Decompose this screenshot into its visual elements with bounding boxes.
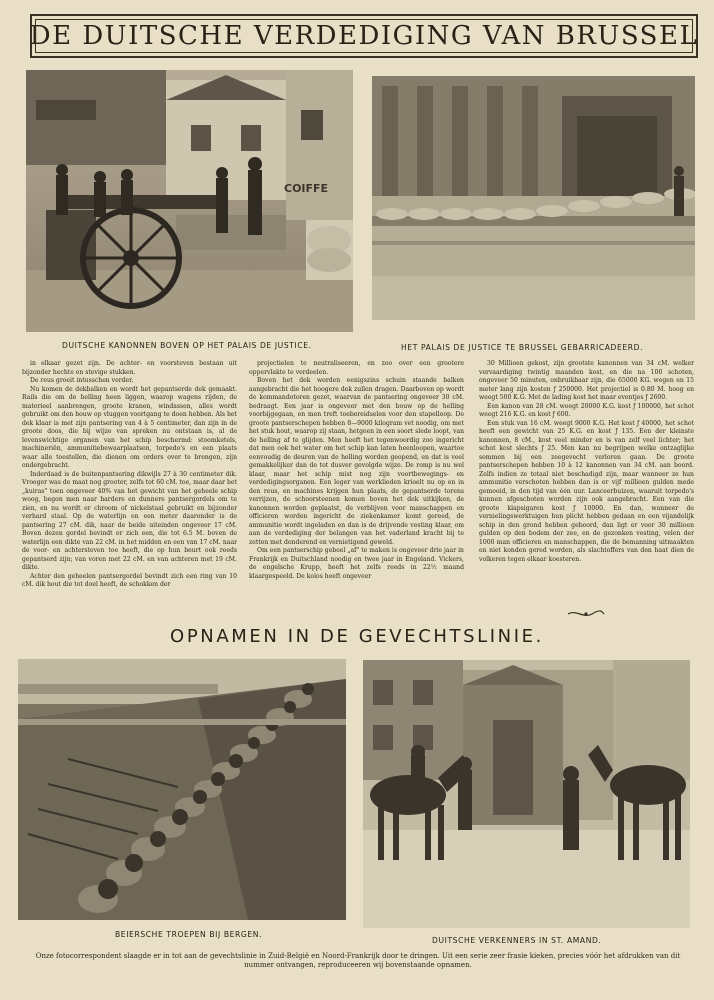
caption-palais-de-justice: HET PALAIS DE JUSTICE TE BRUSSEL GEBARRICADEERD.: [401, 343, 644, 352]
caption-german-cannons: DUITSCHE KANONNEN BOVEN OP HET PALAIS DE JUSTICE.: [62, 341, 312, 350]
section-heading: OPNAMEN IN DE GEVECHTSLINIE.: [170, 626, 544, 647]
article-paragraph: Nu komen de dekbalken en wordt het gepantserde dek gemaakt. Rails die om de helling heen liggen, waarop wagens rijden, de materieel aanbrengen, groote kranen, windassen, alles wordt gebruikt om den bouw op vluggen voortgang te doen hebben. Als het dek klaar is met zijn pantsering van 4 à 5 centimeter, dan zijn in de groote doos, die bij wijze van spreken nu ontstaan is, al de levenswichtige organen van het schip beschermd: stoomketels, machineriën, ammunitiebewaarplaatsen, torpedo's en een plaats waar alle toestellen, die dienen om orders over te brengen, zijn ondergebracht.: [22, 385, 237, 469]
photo-bavarian-troops: [18, 659, 346, 920]
article-paragraph: Inderdaad is de buitenpantsering dikwijls 27 à 30 centimeter dik. Vroeger was de maat nog grooter, zelfs tot 60 cM. toe, maar daar het „kuiras" toen ongeveer 40% van het gewicht van het geheele schip woog, begon men naar hardere en dunnere pantsergordels om te zien, en nu wordt er chroom of nickelstaal gebruikt en bijzonder verhard staal. Op de waterlijn en een meter daaronder is de pantsering 27 cM. dik, naar de beide uiteinden ongeveer 17 cM. Boven dezen gordel bevindt er zich een, die tot 6.5 M. boven de waterlijn een dikte van 22 cM. in het midden en een van 17 cM. naar de voor- en achtersteven toe heeft, die op hun beurt ook reeds gepantserd zijn; van voren met 22 cM. en van achteren met 19 cM. dikte.: [22, 470, 237, 571]
article-paragraph: Een kanon van 28 cM. weegt 20000 K.G. kost ƒ 100000, het schot weegt 216 K.G. en kost ƒ 600.: [479, 402, 694, 418]
article-column-3: [479, 360, 694, 622]
article-paragraph: 30 Millioen gekost, zijn grootste kanonnen van 34 cM. welker vervaardiging twintig maanden kost, en die na 100 schoten, ongeveer 50 minuten, onbruikbaar zijn, die 65000 KG. wegen en 15 meter lang zijn kosten ƒ 250000. Het projectiel is 0.80 M. hoog en weegt 500 K.G. Met de lading kost het maar eventjes ƒ 2600.: [479, 360, 694, 401]
caption-bavarian-troops: BEIERSCHE TROEPEN BIJ BERGEN.: [115, 930, 263, 939]
photo-footnote: Onze fotocorrespondent slaagde er in tot aan de gevechtslinie in Zuid-België en Noord-Frankrijk door te dringen. Uit een serie zeer frasie kieken, precies vóór het afdrukken van dit nummer ontvangen, reproduceeren wij bovenstaande opnamen.: [35, 952, 681, 969]
article-column-1: [22, 360, 237, 622]
title-frame: [30, 14, 698, 58]
photo-palais-de-justice: [372, 76, 695, 320]
article-paragraph: Achter den geheelen pantsergordel bevindt zich een ring van 10 cM. dik hout die tot doel heeft, de schokken der: [22, 572, 237, 588]
article-paragraph: Om een pantserschip gebeel „af" te maken is ongeveer drie jaar in Frankrijk en Duitschland noodig en twee jaar in Engeland. Vickers, de engelsche Krupp, heeft het zelfs reeds in 22½ maand klaargespeeld. De kolos heeft ongeveer: [249, 547, 464, 580]
article-column-2: [249, 360, 464, 622]
article-paragraph: Een stuk van 16 cM. weegt 9000 K.G. Het kost ƒ 40000, het schot heeft een gewicht van 25 K.G. en kost ƒ 135. Een der kleinste kanonnen, 8 cM., kost veel minder en is van zelf veel lichter; het schot kost slechts ƒ 25. Men kan nu begrijpen welke ontzaglijke sommen bij een zeegevecht verloren gaan. De groote pantserschepen hebben 10 à 12 kanonnen van 34 cM. aan boord. Zelfs indien ze totaal niet beschadigd zijn, maar wanneer ze hun ammunitie verschoten hebben dan is er vijf millioen gulden mede gemoeid, in den tijd van één uur. Lancеerbuizen, waaruit torpedo's kunnen afgeschoten worden zijn ook aangebracht. Een van die groote klapsigaren kost ƒ 10000. En dan, wanneer de vernielingswerktuigen hun plicht hebben gedaan en een vijandelijk schip in den grond hebben geboord, dan ligt er voor 30 millioen gulden op den bodem der zee, en de gezonken vesting, velen der 1000 man officieren en manschappen, die de bemanning uitmaakten en niet konden gered worden, als slachtoffers van den haat dien de volkeren tegen elkaar koesteren.: [479, 419, 694, 563]
article-paragraph: projectielen te neutraliseeren, en zoo over een grootere oppervlakte te verdeelen.: [249, 360, 464, 376]
photo-german-scouts: [363, 660, 690, 928]
caption-german-scouts: DUITSCHE VERKENNERS IN ST. AMAND.: [432, 936, 602, 945]
article-paragraph: Boven het dek worden eenigszins schuin staande balken aangebracht die het hoogere dek zullen dragen. Daarboven op wordt de kommandotoren gezet, waarvan de pantsering ongeveer 30 cM. bedraagt. Een jaar is ongeveer met den bouw op de helling voorbijgegaan, en men treft toebereidselen voor den stapelloop. De groote pantserschepen hebben 8—9000 kilogram vet noodig, om met het stuk hout, waarop zij staan, hetgeen in een soort slede loopt, van de helling af te glijden. Men heeft het tegenwoordig zoo ingericht dat men ook het water om het schip kan laten heenloopen, waartoe eenvoudig de deuren van de helling worden geopend, en dat is veel gemakkelijker dan de tot dusver gevolgde wijze. De romp is nu wel klaar, maar het schip mist nog zijn voortbewegings- en verdedigingsorganen. Een leger van werklieden krioelt nu op en in den reus, en machines krijgen hun plaats, de gepantserde torens verrijzen, de schoorsteenen komen boven het dek uitkijken, de kanonnen worden geplaatst, de verblijven voor manschappen en officieren worden ingericht de ziekenkamer komt gereed, de ammunitie wordt ingeladen en dan is de drijvende vesting klaar, om aan de verdediging der belangen van het vaderland kracht bij te zetten met donderend en vernietigend geweld.: [249, 377, 464, 546]
article-paragraph: De reus groeit intusschen verder.: [30, 377, 134, 384]
ornament-flourish: [566, 609, 606, 619]
photo-german-cannons: [26, 70, 353, 332]
page-title: DE DUITSCHE VERDEDIGING VAN BRUSSEL: [29, 21, 699, 51]
article-paragraph: in elkaar gezet zijn. De achter- en voorsteven bestaan uit bijzonder hechte en stevige stukken.: [22, 360, 237, 376]
shop-sign-text: COIFFE: [284, 182, 329, 195]
